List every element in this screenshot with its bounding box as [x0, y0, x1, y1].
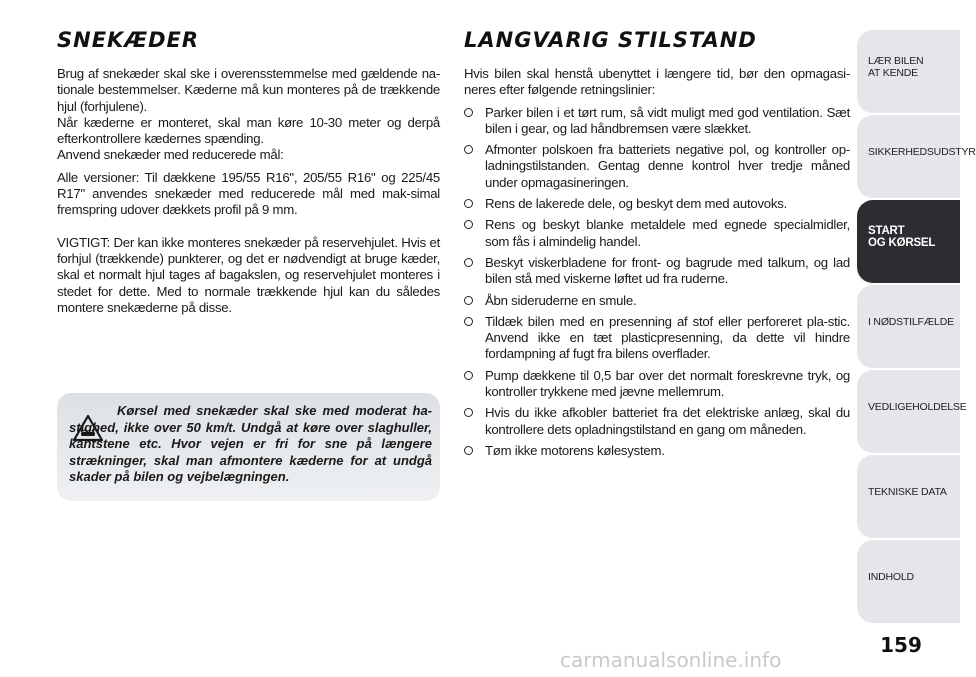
checklist-item [464, 196, 850, 212]
paragraph: Når kæderne er monteret, skal man køre 10-30 meter og derpå efterkontrollere kædernes spænding. [57, 114, 440, 147]
chapter-tab-label: OG KØRSEL [868, 237, 936, 249]
chapter-tab-label: INDHOLD [868, 571, 914, 583]
checklist-item-text: Tildæk bilen med en presenning af stof eller perforeret pla-stic. Anvend ikke en tæt plasticpresenning, da dette vil hindre fordampning af fugt fra bilens overflader. [485, 313, 850, 362]
paragraph: Anvend snekæder med reducerede mål: [57, 147, 284, 163]
checklist-item [464, 255, 850, 288]
checklist-item [464, 293, 850, 309]
checklist-item-text: Hvis du ikke afkobler batteriet fra det elektriske anlæg, skal du kontrollere dets opladningstilstand en gang om måneden. [485, 405, 850, 437]
chapter-tab-4[interactable] [857, 285, 960, 369]
watermark: carmanualsonline.info [560, 648, 782, 672]
chapter-tab-label: START [868, 225, 905, 237]
storage-checklist [464, 105, 850, 460]
chapter-tab-label: I NØDSTILFÆLDE [868, 316, 954, 328]
chapter-tab-label: AT KENDE [868, 67, 918, 79]
warning-text: Kørsel med snekæder skal ske med moderat ha-stighed, ikke over 50 km/t. Undgå at køre over slaghuller, kantstene etc. Hvor vejen er fri for sne på længere strækninger, skal man afmontere kæderne for at undgå skader på bilen og vejbelægningen. [69, 403, 432, 484]
bullet-circle-icon [464, 220, 473, 229]
paragraph: Brug af snekæder skal ske i overensstemmelse med gældende na-tionale bestemmelser. Kæderne må kun monteres på de trækkende hjul (forhjulene). [57, 66, 440, 114]
bullet-circle-icon [464, 408, 473, 417]
chapter-tab-1[interactable] [857, 30, 960, 114]
bullet-circle-icon [464, 371, 473, 380]
chapter-tab-6[interactable] [857, 455, 960, 539]
chapter-tab-label: VEDLIGEHOLDELSE [868, 401, 967, 413]
bullet-circle-icon [464, 108, 473, 117]
right-column [464, 28, 850, 464]
bullet-circle-icon [464, 258, 473, 267]
bullet-circle-icon [464, 199, 473, 208]
left-column [57, 28, 440, 316]
checklist-item [464, 314, 850, 363]
checklist-item-text: Rens de lakerede dele, og beskyt dem med autovoks. [485, 196, 787, 212]
section-title-snow-chains: SNEKÆDER [57, 28, 200, 52]
chapter-tab-5[interactable] [857, 370, 967, 454]
warning-box [57, 393, 440, 501]
chapter-tab-3[interactable] [857, 200, 960, 284]
checklist-item-text: Åbn sideruderne en smule. [485, 292, 637, 308]
checklist-item-text: Beskyt viskerbladene for front- og bagrude med talkum, og lad bilen stå med viskerne løftet ud fra ruderne. [485, 254, 850, 287]
checklist-item [464, 105, 850, 138]
chapter-tab-label: TEKNISKE DATA [868, 486, 947, 498]
bullet-circle-icon [464, 317, 473, 326]
paragraph: Alle versioner: Til dækkene 195/55 R16", 205/55 R16" og 225/45 R17" anvendes snekæder med reducerede mål med mak-simal fremspring udover dækkets profil på 9 mm. [57, 169, 440, 218]
chapter-tab-7[interactable] [857, 540, 960, 624]
checklist-item-text: Afmonter polskoen fra batteriets negative pol, og kontroller op-ladningstilstanden. Gentag denne kontrol hver tredje måned under opmagasineringen. [485, 142, 850, 190]
checklist-item-text: Rens og beskyt blanke metaldele med egnede specialmidler, som fås i almindelig handel. [485, 217, 850, 249]
checklist-item [464, 217, 850, 250]
checklist-item [464, 405, 850, 438]
chapter-tab-label: LÆR BILEN [868, 55, 924, 67]
checklist-item-text: Pump dækkene til 0,5 bar over det normalt foreskrevne tryk, og kontroller trykkene med jævne mellemrum. [485, 367, 850, 400]
bullet-circle-icon [464, 145, 473, 154]
checklist-item [464, 142, 850, 191]
bullet-circle-icon [464, 446, 473, 455]
chapter-tab-2[interactable] [857, 115, 976, 199]
checklist-item [464, 443, 850, 459]
chapter-tab-label: SIKKERHEDSUDSTYR [868, 146, 976, 158]
section-title-long-storage: LANGVARIG STILSTAND [464, 28, 757, 52]
checklist-item-text: Tøm ikke motorens kølesystem. [485, 442, 665, 458]
paragraph-important: VIGTIGT: Der kan ikke monteres snekæder på reservehjulet. Hvis et forhjul (trækkende) punkterer, og det er nødvendigt at bruge kæder, skal et normalt hjul tages af bagakslen, og reservehjulet monteres i stedet for dette. Med to normale trækkende hjul kan du således montere snekæderne på disse. [57, 234, 440, 315]
checklist-item-text: Parker bilen i et tørt rum, så vidt muligt med god ventilation. Sæt bilen i gear, og lad håndbremsen være slækket. [485, 104, 850, 136]
checklist-item [464, 368, 850, 401]
bullet-circle-icon [464, 296, 473, 305]
page-number: 159 [880, 633, 922, 657]
intro-paragraph: Hvis bilen skal henstå ubenyttet i længere tid, bør den opmagasi-neres efter følgende retningslinier: [464, 66, 850, 98]
